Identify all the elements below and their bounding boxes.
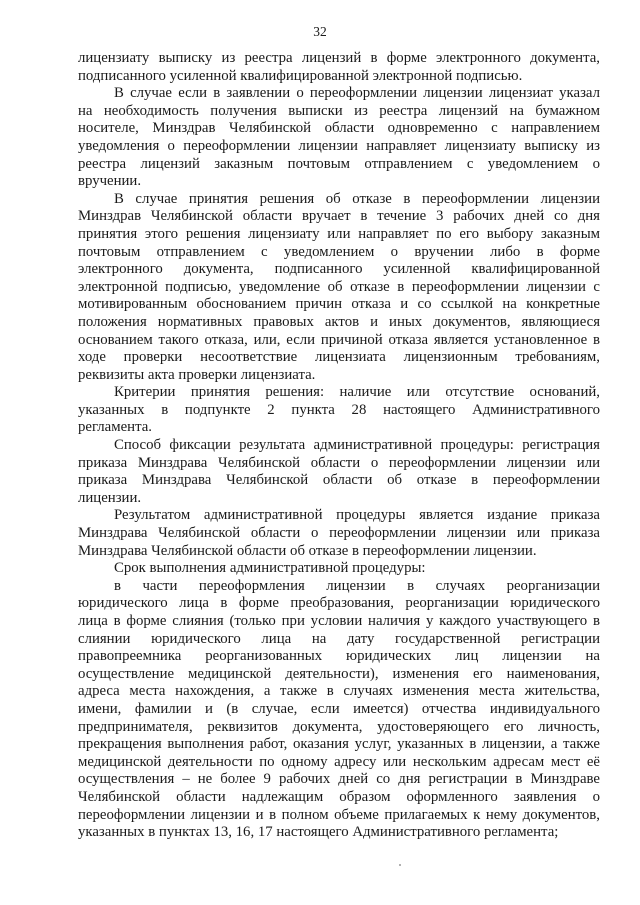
text-line: Срок выполнения административной процедуры:	[114, 560, 426, 577]
text-line: В случае если в заявлении о переоформлении лицензии лицензиат указал	[114, 85, 600, 102]
text-line: правопреемника реорганизованных юридических лиц лицензии на	[78, 648, 600, 665]
paragraph	[78, 85, 600, 191]
text-line: на необходимость получения выписки из реестра лицензий на бумажном	[78, 102, 600, 119]
paragraph	[78, 437, 600, 507]
text-line: уведомления о переоформлении лицензии направляет лицензиату выписку из	[78, 137, 600, 154]
text-line: лицензии.	[78, 489, 142, 506]
text-line: почтовым отправлением с уведомлением о вручении либо в форме	[78, 243, 600, 260]
text-line: имени, фамилии и (в случае, если имеется) отчества индивидуального	[78, 700, 600, 717]
paragraph	[78, 384, 600, 437]
text-line: Способ фиксации результата административной процедуры: регистрация	[114, 437, 600, 454]
text-line: подписанного усиленной квалифицированной электронной подписью.	[78, 67, 523, 84]
text-line: мотивированным обоснованием причин отказа и со ссылкой на конкретные	[78, 296, 600, 313]
text-line: основанием такого отказа, или, если причиной отказа является установленное в	[78, 331, 600, 348]
text-line: Минздрава Челябинской области об отказе в переоформлении лицензии.	[78, 542, 537, 559]
text-line: адреса места нахождения, а также в случаях изменения места жительства,	[78, 683, 600, 700]
paragraph	[78, 191, 600, 385]
text-line: лица в форме слияния (только при условии наличия у каждого участвующего в	[78, 613, 600, 629]
text-line: принятия этого решения лицензиату или направляет по его выбору заказным	[78, 225, 600, 242]
text-line: ходе проверки несоответствие лицензиата лицензионным требованиям,	[78, 349, 600, 366]
text-line: В случае принятия решения об отказе в переоформлении лицензии	[114, 190, 600, 207]
text-line: реквизиты акта проверки лицензиата.	[78, 366, 316, 383]
text-line: Результатом административной процедуры является издание приказа	[114, 507, 600, 524]
text-line: носителе, Минздрав Челябинской области одновременно с направлением	[78, 120, 600, 137]
text-line: указанных в подпункте 2 пункта 28 настоящего Административного	[78, 401, 600, 418]
document-body	[78, 50, 600, 842]
text-line: указанных в пунктах 13, 16, 17 настоящего Административного регламента;	[78, 824, 559, 841]
text-line: осуществление медицинской деятельности), изменения его наименования,	[78, 665, 600, 682]
text-line: приказа Минздрава Челябинской области об отказе в переоформлении	[78, 472, 600, 489]
text-line: медицинской деятельности по одному адресу или нескольким адресам мест её	[78, 753, 600, 770]
text-line: реестра лицензий заказным почтовым отправлением с уведомлением о	[78, 155, 600, 172]
text-line: Минздрава Челябинской области о переоформлении лицензии или приказа	[78, 525, 600, 542]
text-line: прекращения выполнения работ, оказания услуг, указанных в лицензии, а также	[78, 736, 600, 753]
text-line: Челябинской области надлежащим образом оформленного заявления о	[78, 788, 600, 805]
text-line: электронного документа, подписанного усиленной квалифицированной	[78, 261, 600, 278]
text-line: регламента.	[78, 419, 152, 436]
text-line: электронной подписью, уведомление об отказе в переоформлении лицензии с	[78, 278, 600, 295]
text-line: в части переоформления лицензии в случаях реорганизации	[114, 577, 600, 594]
text-line: осуществления – не более 9 рабочих дней со дня регистрации в Минздраве	[78, 771, 600, 788]
text-line: Критерии принятия решения: наличие или отсутствие оснований,	[114, 384, 600, 401]
text-line: положения нормативных правовых актов и иных документов, являющиеся	[78, 313, 600, 330]
text-line: предпринимателя, реквизитов документа, удостоверяющего его личность,	[78, 718, 600, 735]
text-line: приказа Минздрава Челябинской области о переоформлении лицензии или	[78, 454, 600, 471]
paragraph	[78, 578, 600, 842]
page-number: 32	[313, 24, 327, 39]
text-line: слиянии юридического лица на дату государственной регистрации	[78, 630, 600, 647]
text-line: лицензиату выписку из реестра лицензий в форме электронного документа,	[78, 50, 600, 66]
text-line: Минздрав Челябинской области вручает в течение 3 рабочих дней со дня	[78, 208, 600, 225]
paragraph	[78, 507, 600, 560]
text-line: вручении.	[78, 173, 142, 190]
text-line: юридического лица в форме преобразования, реорганизации юридического	[78, 595, 600, 612]
text-line: переоформлении лицензии и в полном объеме прилагаемых к нему документов,	[78, 806, 600, 823]
paragraph	[78, 560, 600, 578]
paragraph	[78, 50, 600, 85]
scan-speck	[399, 864, 401, 866]
